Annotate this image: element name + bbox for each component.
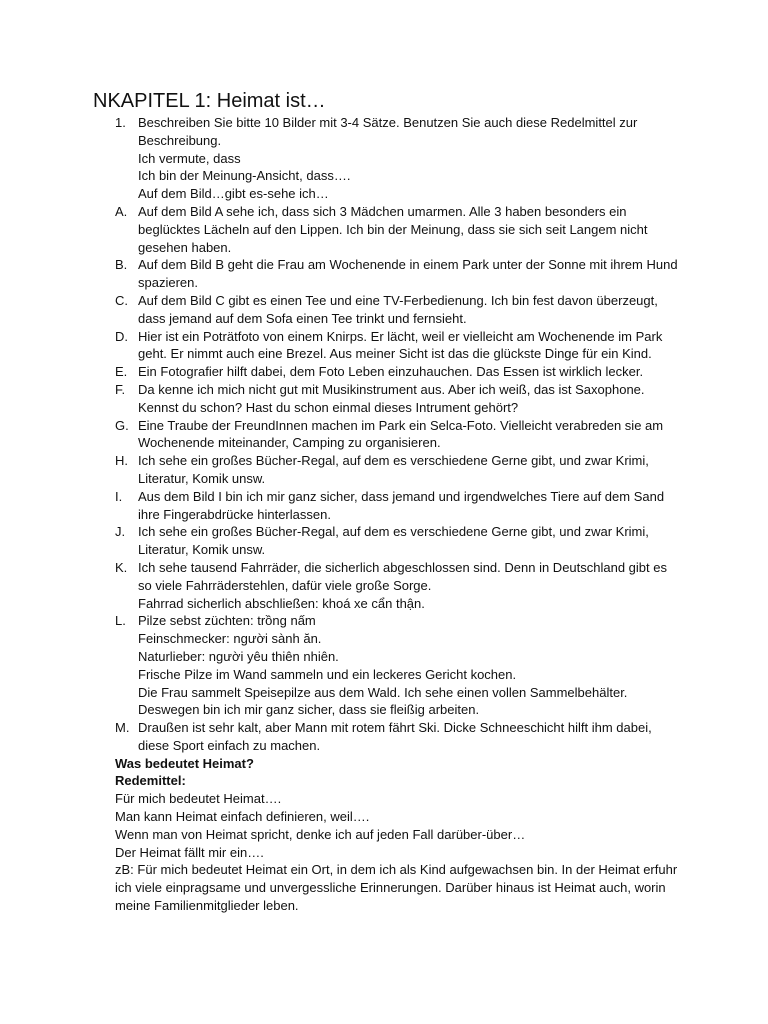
list-item-marker: I. <box>115 488 123 504</box>
list-item-text: Auf dem Bild A sehe ich, dass sich 3 Mädchen umarmen. Alle 3 haben besonders ein beglücktes Lächeln auf den Lippen. Ich bin der Meinung, dass sie sich seit Langem nicht gesehen haben. <box>138 203 648 255</box>
example-paragraph: zB: Für mich bedeutet Heimat ein Ort, in dem ich als Kind aufgewachsen bin. In der Heimat erfuhr ich viele einpragsame und unvergessliche Erinnerungen. Darüber hinaus ist Heimat auch, worin meine Familienmitglieder leben. <box>115 862 678 914</box>
list-item-text: Aus dem Bild I bin ich mir ganz sicher, dass jemand und irgendwelches Tiere auf dem Sand ihre Fingerabdrücke hinterlassen. <box>138 488 665 522</box>
redemittel-line: Wenn man von Heimat spricht, denke ich auf jeden Fall darüber-über… <box>115 826 526 842</box>
list-item-marker: D. <box>115 328 128 344</box>
redemittel-line: Für mich bedeutet Heimat…. <box>115 791 282 807</box>
heimat-heading: Was bedeutet Heimat? <box>115 755 254 771</box>
list-item <box>115 523 680 559</box>
list-item-text: Da kenne ich mich nicht gut mit Musikinstrument aus. Aber ich weiß, das ist Saxophone. Kennst du schon? Hast du schon einmal dieses Intrument gehört? <box>138 381 645 415</box>
redemittel-heading: Redemittel: <box>115 773 186 789</box>
list-item-text: Pilze sebst züchten: trồng nấm Feinschmecker: người sành ăn. Naturlieber: người yêu thiên nhiên. Frische Pilze im Wand sammeln und ein leckeres Gericht kochen. Die Frau sammelt Speisepilze aus dem Wald. Ich sehe einen vollen Sammelbehälter. Deswegen bin ich mir ganz sicher, dass sie fleißig arbeiten. <box>138 613 628 718</box>
page-title: NKAPITEL 1: Heimat ist… <box>93 90 326 112</box>
list-item <box>115 612 680 719</box>
list-item-text: Auf dem Bild B geht die Frau am Wochenende in einem Park unter der Sonne mit ihrem Hund spazieren. <box>138 257 678 291</box>
list-item <box>115 417 680 453</box>
list-item-text: Draußen ist sehr kalt, aber Mann mit rotem fährt Ski. Dicke Schneeschicht hilft ihm dabei, diese Sport einfach zu machen. <box>138 720 652 753</box>
exercise-list <box>115 114 680 755</box>
list-item-text: Ein Fotografier hilft dabei, dem Foto Leben einzuhauchen. Das Essen ist wirklich lecker. <box>138 364 644 380</box>
redemittel-line: Man kann Heimat einfach definieren, weil…. <box>115 809 370 825</box>
list-item-marker: F. <box>115 381 126 397</box>
list-item-marker: A. <box>115 203 128 219</box>
list-item <box>115 488 680 524</box>
list-item-marker: C. <box>115 292 128 308</box>
list-item-marker: K. <box>115 559 128 575</box>
list-item-marker: M. <box>115 720 130 736</box>
list-item-text: Hier ist ein Poträtfoto von einem Knirps. Er lächt, weil er vielleicht am Wochenende im Park geht. Er nimmt auch eine Brezel. Aus meiner Sicht ist das die glückste Dinge für ein Kind. <box>138 328 663 362</box>
list-item-text: Beschreiben Sie bitte 10 Bilder mit 3-4 Sätze. Benutzen Sie auch diese Redelmittel zur Beschreibung. Ich vermute, dass Ich bin der Meinung-Ansicht, dass…. Auf dem Bild…gibt es-sehe ich… <box>138 115 638 202</box>
list-item-marker: L. <box>115 613 126 629</box>
list-item-text: Eine Traube der FreundInnen machen im Park ein Selca-Foto. Vielleicht verabreden sie am Wochenende miteinander, Camping zu organisieren. <box>138 417 664 451</box>
list-item-marker: E. <box>115 364 128 380</box>
list-item <box>115 719 680 755</box>
list-item <box>115 256 680 292</box>
list-item <box>115 363 680 381</box>
list-item-marker: H. <box>115 453 128 469</box>
list-item <box>115 114 680 203</box>
list-item <box>115 559 680 612</box>
list-item <box>115 452 680 488</box>
redemittel-line: Der Heimat fällt mir ein…. <box>115 844 264 860</box>
list-item-text: Ich sehe ein großes Bücher-Regal, auf dem es verschiedene Gerne gibt, und zwar Krimi, Literatur, Komik unsw. <box>138 453 649 486</box>
list-item-text: Ich sehe tausend Fahrräder, die sicherlich abgeschlossen sind. Denn in Deutschland gibt es so viele Fahrräderstehlen, dafür viele große Sorge. Fahrrad sicherlich abschließen: khoá xe cẩn thận. <box>138 559 667 611</box>
list-item <box>115 328 680 364</box>
list-item-marker: J. <box>115 524 126 540</box>
list-item-text: Auf dem Bild C gibt es einen Tee und eine TV-Ferbedienung. Ich bin fest davon überzeugt, dass jemand auf dem Sofa einen Tee trinkt und fernsieht. <box>138 292 658 326</box>
list-item-marker: B. <box>115 257 128 273</box>
list-item-marker: 1. <box>115 115 126 130</box>
list-item-text: Ich sehe ein großes Bücher-Regal, auf dem es verschiedene Gerne gibt, und zwar Krimi, Literatur, Komik unsw. <box>138 524 649 558</box>
list-item <box>115 381 680 417</box>
document-body <box>115 114 680 915</box>
list-item <box>115 203 680 256</box>
list-item <box>115 292 680 328</box>
list-item-marker: G. <box>115 417 129 433</box>
